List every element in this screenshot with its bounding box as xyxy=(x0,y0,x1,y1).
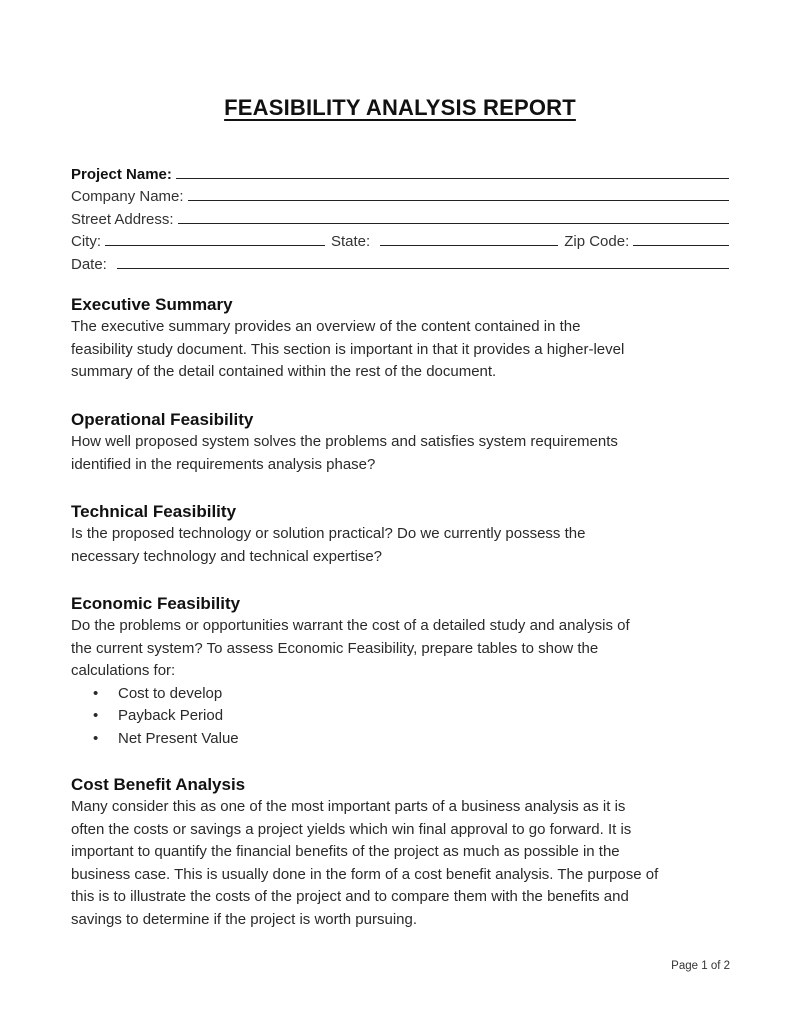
company-name-row xyxy=(71,183,729,206)
section-line: the current system? To assess Economic Feasibility, prepare tables to show the xyxy=(71,639,599,657)
section-line: business case. This is usually done in the form of a cost benefit analysis. The purpose of xyxy=(71,865,659,883)
section-line: summary of the detail contained within the rest of the document. xyxy=(71,363,497,380)
section-line: Many consider this as one of the most important parts of a business analysis as it is xyxy=(71,798,626,815)
section-economic-feasibility xyxy=(71,593,731,750)
section-executive-summary xyxy=(71,294,731,384)
list-item xyxy=(71,683,731,706)
section-heading: Executive Summary xyxy=(71,295,233,314)
state-label: State: xyxy=(331,233,371,250)
section-heading: Economic Feasibility xyxy=(71,594,241,613)
section-line: this is to illustrate the costs of the project and to compare them with the benefits and xyxy=(71,888,629,905)
company-name-field[interactable] xyxy=(188,186,729,201)
section-line: The executive summary provides an overview of the content contained in the xyxy=(71,318,581,335)
project-info-form xyxy=(71,160,729,273)
zip-code-field[interactable] xyxy=(633,231,729,246)
date-label: Date: xyxy=(71,255,107,273)
city-state-zip-row xyxy=(71,228,729,251)
street-address-field[interactable] xyxy=(178,209,729,224)
section-line: identified in the requirements analysis phase? xyxy=(71,455,376,473)
project-name-label: Project Name: xyxy=(71,165,172,183)
section-line: feasibility study document. This section is important in that it provides a higher-level xyxy=(71,340,625,358)
street-address-label: Street Address: xyxy=(71,210,174,228)
bullet-icon: • xyxy=(93,729,99,747)
section-line: often the costs or savings a project yields which win final approval to go forward. It is xyxy=(71,820,632,838)
list-item-text: Net Present Value xyxy=(118,729,239,747)
bullet-icon: • xyxy=(93,684,99,702)
zip-code-label: Zip Code: xyxy=(564,233,630,250)
page-indicator: Page 1 of 2 xyxy=(671,960,730,972)
section-line: important to quantify the financial benefits of the project as much as possible in the xyxy=(71,843,620,860)
section-heading: Operational Feasibility xyxy=(71,410,254,429)
city-field[interactable] xyxy=(105,231,325,246)
section-line: savings to determine if the project is worth pursuing. xyxy=(71,910,418,928)
date-row xyxy=(71,250,729,273)
street-address-row xyxy=(71,205,729,228)
project-name-field[interactable] xyxy=(176,164,729,179)
section-heading: Cost Benefit Analysis xyxy=(71,775,246,794)
city-label: City: xyxy=(71,233,101,250)
company-name-label: Company Name: xyxy=(71,188,184,205)
section-line: How well proposed system solves the problems and satisfies system requirements xyxy=(71,433,618,450)
state-field[interactable] xyxy=(380,231,558,246)
date-field[interactable] xyxy=(117,254,729,269)
section-operational-feasibility xyxy=(71,409,731,476)
list-item-text: Cost to develop xyxy=(118,684,223,702)
section-line: Do the problems or opportunities warrant the cost of a detailed study and analysis of xyxy=(71,617,630,634)
economic-bullet-list xyxy=(71,683,731,751)
list-item xyxy=(71,728,731,751)
document-title xyxy=(0,95,800,121)
project-name-row xyxy=(71,160,729,183)
section-heading: Technical Feasibility xyxy=(71,502,237,521)
section-line: Is the proposed technology or solution practical? Do we currently possess the xyxy=(71,525,586,542)
list-item-text: Payback Period xyxy=(118,707,224,724)
section-line: calculations for: xyxy=(71,662,176,679)
section-technical-feasibility xyxy=(71,501,731,568)
section-line: necessary technology and technical expertise? xyxy=(71,547,383,565)
section-cost-benefit-analysis xyxy=(71,774,731,931)
document-title-text: FEASIBILITY ANALYSIS REPORT xyxy=(224,95,576,120)
list-item xyxy=(71,705,731,728)
bullet-icon: • xyxy=(93,707,99,724)
